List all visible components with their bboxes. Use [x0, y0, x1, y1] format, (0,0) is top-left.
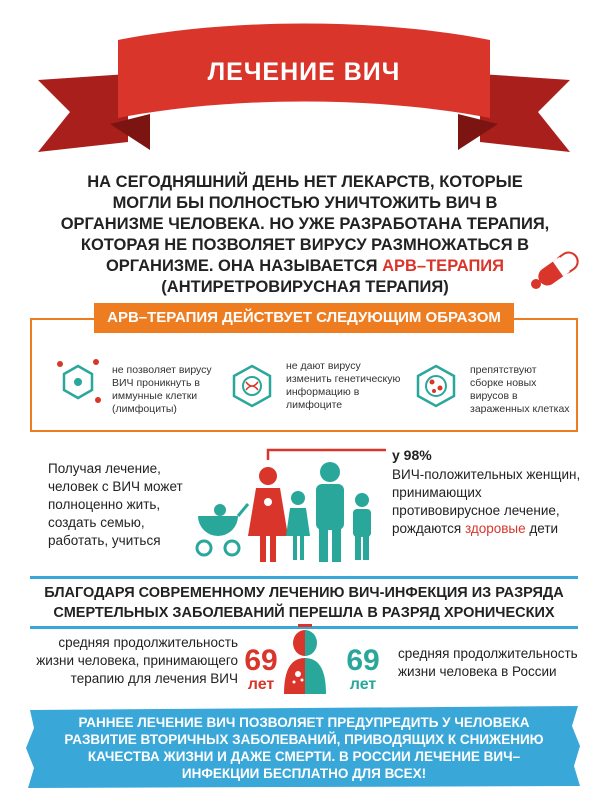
pill-icon: [528, 244, 588, 294]
life-left-unit: лет: [247, 676, 275, 693]
family-left-text: Получая лечение, человек с ВИЧ может полноценно жить, создать семью, работать, учиться: [48, 461, 183, 548]
life-right-value: 69: [346, 644, 380, 677]
mechanism-item-3: препятствуют сборке новых вирусов в зараженных клетках: [470, 364, 570, 415]
life-right-unit: лет: [349, 676, 377, 693]
mechanism-heading: АРВ–ТЕРАПИЯ ДЕЙСТВУЕТ СЛЕДУЮЩИМ ОБРАЗОМ: [94, 303, 514, 333]
intro-body: НА СЕГОДНЯШНИЙ ДЕНЬ НЕТ ЛЕКАРСТВ, КОТОРЫЕ МОГЛИ БЫ ПОЛНОСТЬЮ УНИЧТОЖИТЬ ВИЧ В ОРГАНИЗМЕ ЧЕЛОВЕКА. НО УЖЕ РАЗРАБОТАНА ТЕРАПИЯ, КОТОРАЯ НЕ ПОЗВОЛЯЕТ ВИРУСУ РАЗМНОЖАТЬСЯ В ОРГАНИЗМЕ. ОНА НАЗЫВАЕТСЯ: [60, 173, 550, 275]
person-bust-icon: [280, 624, 330, 694]
family-right-text: [392, 466, 582, 538]
mechanism-item-1: не позволяет вирусу ВИЧ проникнуть в иммунные клетки (лимфоциты): [112, 364, 212, 415]
chronic-heading: БЛАГОДАРЯ СОВРЕМЕННОМУ ЛЕЧЕНИЮ ВИЧ-ИНФЕКЦИЯ ИЗ РАЗРЯДА СМЕРТЕЛЬНЫХ ЗАБОЛЕВАНИЙ ПЕРЕШЛА В РАЗРЯД ХРОНИЧЕСКИХ: [44, 585, 564, 621]
intro-suffix: (АНТИРЕТРОВИРУСНАЯ ТЕРАПИЯ): [161, 278, 449, 296]
family-illustration: [190, 446, 390, 566]
virus-cell-icon: [52, 356, 104, 408]
section-divider-top: [30, 576, 578, 579]
infected-cell-icon: [410, 360, 462, 412]
percent-label: у 98%: [392, 447, 432, 463]
intro-highlight: АРВ–ТЕРАПИЯ: [382, 257, 505, 275]
life-left-text: средняя продолжительность жизни человека, принимающего терапию для лечения ВИЧ: [36, 635, 238, 686]
banner-text: РАННЕЕ ЛЕЧЕНИЕ ВИЧ ПОЗВОЛЯЕТ ПРЕДУПРЕДИТЬ У ЧЕЛОВЕКА РАЗВИТИЕ ВТОРИЧНЫХ ЗАБОЛЕВАНИЙ, ПРИВОДЯЩИХ К СНИЖЕНИЮ КАЧЕСТВА ЖИЗНИ И ДАЖЕ СМЕРТИ. В РОССИИ ЛЕЧЕНИЕ ВИЧ–ИНФЕКЦИИ БЕСПЛАТНО ДЛЯ ВСЕХ!: [64, 715, 544, 781]
life-left-value: 69: [244, 644, 278, 677]
mechanism-item-2: не дают вирусу изменить генетическую информацию в лимфоците: [286, 360, 401, 411]
women-highlight: здоровые: [464, 521, 526, 536]
life-right-text: средняя продолжительность жизни человека в России: [398, 646, 578, 679]
women-suffix: дети: [529, 521, 559, 536]
lymphocyte-dna-icon: [226, 360, 278, 412]
intro-text: [60, 172, 550, 298]
page-title: ЛЕЧЕНИЕ ВИЧ: [207, 58, 401, 86]
women-body: ВИЧ-положительных женщин, принимающих противовирусное лечение, рождаются: [392, 467, 581, 536]
